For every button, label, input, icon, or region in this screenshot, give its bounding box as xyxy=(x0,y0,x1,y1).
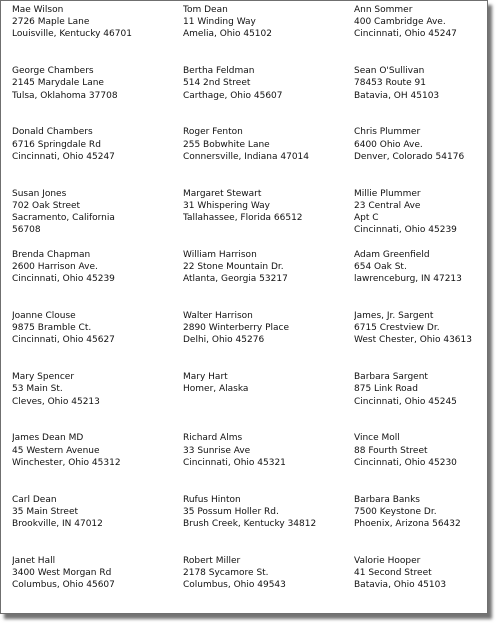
address-line: 78453 Route 91 xyxy=(354,78,426,89)
recipient-name: Mae Wilson xyxy=(12,5,64,15)
address-line: 53 Main St. xyxy=(12,384,63,395)
address-line: Louisville, Kentucky 46701 xyxy=(12,29,132,40)
address-line: Cincinnati, Ohio 45247 xyxy=(354,29,457,40)
recipient-name: Joanne Clouse xyxy=(12,310,76,321)
address-line: 88 Fourth Street xyxy=(354,445,428,456)
address-line: 514 2nd Street xyxy=(183,78,251,89)
address-line: West Chester, Ohio 43613 xyxy=(354,335,472,346)
recipient-name: James, Jr. Sargent xyxy=(354,310,434,321)
recipient-name: Barbara Banks xyxy=(354,494,420,505)
address-label xyxy=(12,432,183,493)
address-label xyxy=(183,310,354,371)
address-line: 6715 Crestview Dr. xyxy=(354,323,440,334)
address-line: Atlanta, Georgia 53217 xyxy=(183,274,288,285)
address-line: 255 Bobwhite Lane xyxy=(183,139,270,150)
recipient-name: Rufus Hinton xyxy=(183,494,241,505)
address-line: 35 Main Street xyxy=(12,506,79,517)
address-line: Batavia, OH 45103 xyxy=(354,90,440,101)
address-line: 2726 Maple Lane xyxy=(12,17,90,28)
address-label xyxy=(354,4,494,65)
address-label xyxy=(12,65,183,126)
address-line: 31 Whispering Way xyxy=(183,200,270,211)
recipient-name: Valorie Hooper xyxy=(354,555,421,566)
address-line: 45 Western Avenue xyxy=(12,445,100,456)
address-line: Cincinnati, Ohio 45239 xyxy=(12,274,115,285)
address-line: 41 Second Street xyxy=(354,567,432,578)
recipient-name: Margaret Stewart xyxy=(183,188,262,199)
recipient-name: Walter Harrison xyxy=(183,310,253,321)
address-label xyxy=(354,65,494,126)
address-line: Sacramento, California xyxy=(12,212,115,223)
address-label xyxy=(12,371,183,432)
address-line: 23 Central Ave xyxy=(354,200,421,211)
address-label xyxy=(354,494,494,555)
address-label xyxy=(354,188,494,249)
address-line: Tulsa, Oklahoma 37708 xyxy=(12,90,118,101)
address-line: 33 Sunrise Ave xyxy=(183,445,251,456)
recipient-name: William Harrison xyxy=(183,249,257,260)
address-line: Phoenix, Arizona 56432 xyxy=(354,518,461,529)
recipient-name: Brenda Chapman xyxy=(12,249,91,260)
address-label xyxy=(354,310,494,371)
address-line: Cincinnati, Ohio 45247 xyxy=(12,151,115,162)
recipient-name: Mary Spencer xyxy=(12,372,75,383)
address-label xyxy=(12,249,183,310)
address-line: Homer, Alaska xyxy=(183,384,249,395)
address-line: 9875 Bramble Ct. xyxy=(12,323,92,334)
address-line: Cincinnati, Ohio 45230 xyxy=(354,457,457,468)
recipient-name: Carl Dean xyxy=(12,494,57,505)
address-line: 702 Oak Street xyxy=(12,200,81,211)
address-line: 6716 Springdale Rd xyxy=(12,139,101,150)
address-label xyxy=(354,371,494,432)
address-line: Cincinnati, Ohio 45321 xyxy=(183,457,286,468)
address-line: Apt C xyxy=(354,212,379,223)
address-label xyxy=(183,4,354,65)
address-line: 400 Cambridge Ave. xyxy=(354,17,446,28)
recipient-name: Richard Alms xyxy=(183,433,243,444)
address-line: 7500 Keystone Dr. xyxy=(354,506,437,517)
address-line: Denver, Colorado 54176 xyxy=(354,151,465,162)
recipient-name: Chris Plummer xyxy=(354,127,421,138)
address-line: 22 Stone Mountain Dr. xyxy=(183,261,284,272)
address-label xyxy=(354,555,494,616)
address-label xyxy=(12,188,183,249)
address-line: 3400 West Morgan Rd xyxy=(12,567,112,578)
address-line: Delhi, Ohio 45276 xyxy=(183,335,265,346)
address-line: Winchester, Ohio 45312 xyxy=(12,457,121,468)
address-label xyxy=(354,249,494,310)
address-line: 35 Possum Holler Rd. xyxy=(183,506,279,517)
address-line: Cincinnati, Ohio 45239 xyxy=(354,225,457,236)
recipient-name: Barbara Sargent xyxy=(354,372,428,383)
address-line: Carthage, Ohio 45607 xyxy=(183,90,283,101)
address-label xyxy=(354,432,494,493)
recipient-name: Bertha Feldman xyxy=(183,66,255,77)
address-line: 6400 Ohio Ave. xyxy=(354,139,423,150)
address-line: lawrenceburg, IN 47213 xyxy=(354,274,462,285)
address-line: Batavia, Ohio 45103 xyxy=(354,580,447,591)
address-label xyxy=(12,126,183,187)
address-label xyxy=(354,126,494,187)
address-label xyxy=(12,4,183,65)
address-label xyxy=(183,188,354,249)
address-line: Cleves, Ohio 45213 xyxy=(12,396,100,407)
recipient-name: Robert Miller xyxy=(183,555,241,566)
address-label xyxy=(183,126,354,187)
address-line: 2178 Sycamore St. xyxy=(183,567,269,578)
recipient-name: Mary Hart xyxy=(183,372,228,383)
address-line: 654 Oak St. xyxy=(354,261,407,272)
recipient-name: James Dean MD xyxy=(12,433,84,444)
address-label xyxy=(12,494,183,555)
recipient-name: George Chambers xyxy=(12,66,94,77)
address-label xyxy=(183,432,354,493)
address-line: Brookville, IN 47012 xyxy=(12,518,103,529)
address-line: Cincinnati, Ohio 45245 xyxy=(354,396,457,407)
recipient-name: Janet Hall xyxy=(12,555,56,566)
recipient-name: Tom Dean xyxy=(183,5,228,15)
address-line: Columbus, Ohio 45607 xyxy=(12,580,115,591)
address-label xyxy=(12,555,183,616)
address-label xyxy=(183,65,354,126)
address-line: Columbus, Ohio 49543 xyxy=(183,580,286,591)
recipient-name: Ann Sommer xyxy=(354,5,413,15)
address-label xyxy=(183,494,354,555)
address-line: 875 Link Road xyxy=(354,384,418,395)
address-label xyxy=(12,310,183,371)
recipient-name: Roger Fenton xyxy=(183,127,243,138)
recipient-name: Adam Greenfield xyxy=(354,249,430,260)
recipient-name: Millie Plummer xyxy=(354,188,421,199)
address-line: 2600 Harrison Ave. xyxy=(12,261,98,272)
address-line: 2145 Marydale Lane xyxy=(12,78,104,89)
address-line: Cincinnati, Ohio 45627 xyxy=(12,335,115,346)
recipient-name: Sean O'Sullivan xyxy=(354,66,425,77)
recipient-name: Susan Jones xyxy=(12,188,67,199)
address-line: Brush Creek, Kentucky 34812 xyxy=(183,518,317,529)
address-line: Amelia, Ohio 45102 xyxy=(183,29,272,40)
address-label-grid xyxy=(12,4,494,616)
recipient-name: Donald Chambers xyxy=(12,127,93,138)
recipient-name: Vince Moll xyxy=(354,433,400,444)
address-line: 11 Winding Way xyxy=(183,17,256,28)
address-label xyxy=(183,371,354,432)
address-line: 2890 Winterberry Place xyxy=(183,323,290,334)
address-line: Connersville, Indiana 47014 xyxy=(183,151,310,162)
address-label xyxy=(183,249,354,310)
address-line: Tallahassee, Florida 66512 xyxy=(183,212,303,223)
address-label xyxy=(183,555,354,616)
address-line: 56708 xyxy=(12,225,41,236)
